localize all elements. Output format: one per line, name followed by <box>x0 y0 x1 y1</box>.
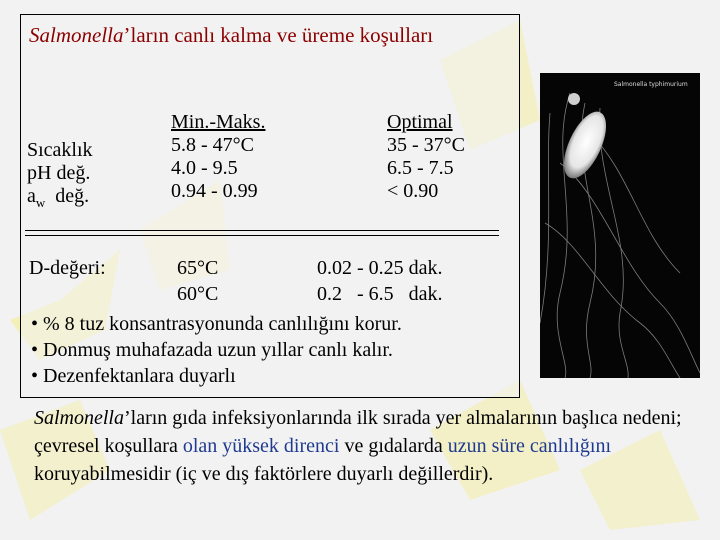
salmonella-micrograph <box>540 73 700 378</box>
conditions-box <box>20 14 520 398</box>
optimal-temperature: 35 - 37°C <box>387 134 465 156</box>
row-label-aw: $a_w$ değ. <box>27 185 90 210</box>
highlight-survival: uzun süre canlılığını <box>447 435 612 457</box>
optimal-aw: < 0.90 <box>387 180 439 202</box>
min-max-column <box>171 111 265 203</box>
d-value-2: 0.2 - 6.5 dak. <box>317 283 443 305</box>
d-value-temp-2: 60°C <box>177 283 219 305</box>
bullet-item: • Donmuş muhafazada uzun yıllar canlı kalır. <box>31 339 393 361</box>
bullet-item: • Dezenfektanlara duyarlı <box>31 365 236 387</box>
min-max-aw: 0.94 - 0.99 <box>171 180 258 202</box>
micrograph-image <box>540 73 700 378</box>
micrograph-caption: Salmonella typhimurium <box>614 81 688 88</box>
bullet-item: • % 8 tuz konsantrasyonunda canlılığını korur. <box>31 313 402 335</box>
highlight-resistance: olan yüksek direnci <box>182 435 340 457</box>
optimal-ph: 6.5 - 7.5 <box>387 157 454 179</box>
d-value-label: D-değeri: <box>29 257 106 279</box>
row-labels <box>27 139 93 214</box>
divider-line <box>25 235 499 236</box>
min-max-ph: 4.0 - 9.5 <box>171 157 238 179</box>
slide-title: Salmonella’ların canlı kalma ve üreme koşulları <box>29 23 434 47</box>
optimal-column <box>387 111 465 203</box>
row-label-ph: pH değ. <box>27 162 91 184</box>
d-value-1: 0.02 - 0.25 dak. <box>317 257 443 279</box>
min-max-header: Min.-Maks. <box>171 111 266 133</box>
divider-line <box>25 230 499 231</box>
bullet-list <box>31 311 402 389</box>
optimal-header: Optimal <box>387 111 453 133</box>
row-label-temperature: Sıcaklık <box>27 139 93 161</box>
min-max-temperature: 5.8 - 47°C <box>171 134 254 156</box>
summary-paragraph: Salmonella’ların gıda infeksiyonlarında ilk sırada yer almalarının başlıca nedeni; çevresel koşullara olan yüksek direnci ve gıdalarda uzun süre canlılığını koruyabilmesidir (iç ve dış faktörlere duyarlı değillerdir). <box>34 407 682 485</box>
d-value-temp-1: 65°C <box>177 257 219 279</box>
